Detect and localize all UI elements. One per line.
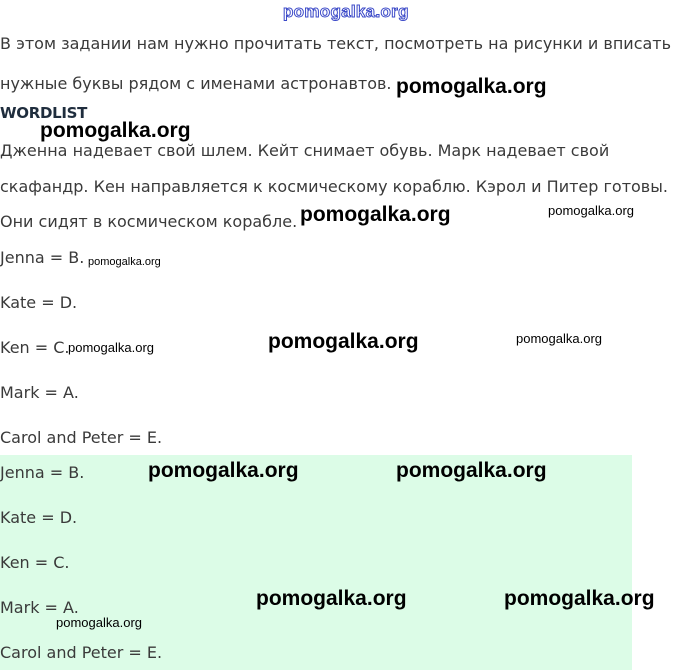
answer-jenna: Jenna = B. [0,248,85,267]
watermark-label: pomogalka.org [256,587,407,610]
wordlist-line-3: Они сидят в космическом корабле. [0,212,298,231]
watermark-label: pomogalka.org [148,459,299,482]
wordlist-heading: WORDLIST [0,104,88,122]
answer-carol-peter: Carol and Peter = E. [0,428,163,447]
watermark-label: pomogalka.org [396,459,547,482]
intro-line-2: нужные буквы рядом с именами астронавтов. [0,74,392,93]
watermark-label: pomogalka.org [268,330,419,353]
watermark-label: pomogalka.org [548,203,634,218]
intro-line-1: В этом задании нам нужно прочитать текст, посмотреть на рисунки и вписать [0,34,672,53]
watermark-label: pomogalka.org [300,203,451,226]
answer-mark: Mark = A. [0,383,79,402]
wordlist-line-1: Дженна надевает свой шлем. Кейт снимает обувь. Марк надевает свой [0,141,610,160]
watermark-top: pomogalka.org [283,2,409,21]
answer-kate: Kate = D. [0,293,78,312]
highlighted-answer-box [0,455,632,670]
watermark-label: pomogalka.org [88,256,161,268]
highlighted-answer-jenna: Jenna = B. [0,463,85,482]
watermark-label: pomogalka.org [40,119,191,142]
watermark-label: pomogalka.org [504,587,655,610]
watermark-label: pomogalka.org [396,75,547,98]
watermark-label: pomogalka.org [516,331,602,346]
highlighted-answer-ken: Ken = C. [0,553,70,572]
highlighted-answer-carol-peter: Carol and Peter = E. [0,643,163,662]
answer-ken: Ken = C. [0,338,70,357]
highlighted-answer-kate: Kate = D. [0,508,78,527]
watermark-label: pomogalka.org [56,615,142,630]
watermark-label: pomogalka.org [68,340,154,355]
highlighted-answer-mark: Mark = A. [0,598,79,617]
wordlist-line-2: скафандр. Кен направляется к космическому кораблю. Кэрол и Питер готовы. [0,177,668,196]
